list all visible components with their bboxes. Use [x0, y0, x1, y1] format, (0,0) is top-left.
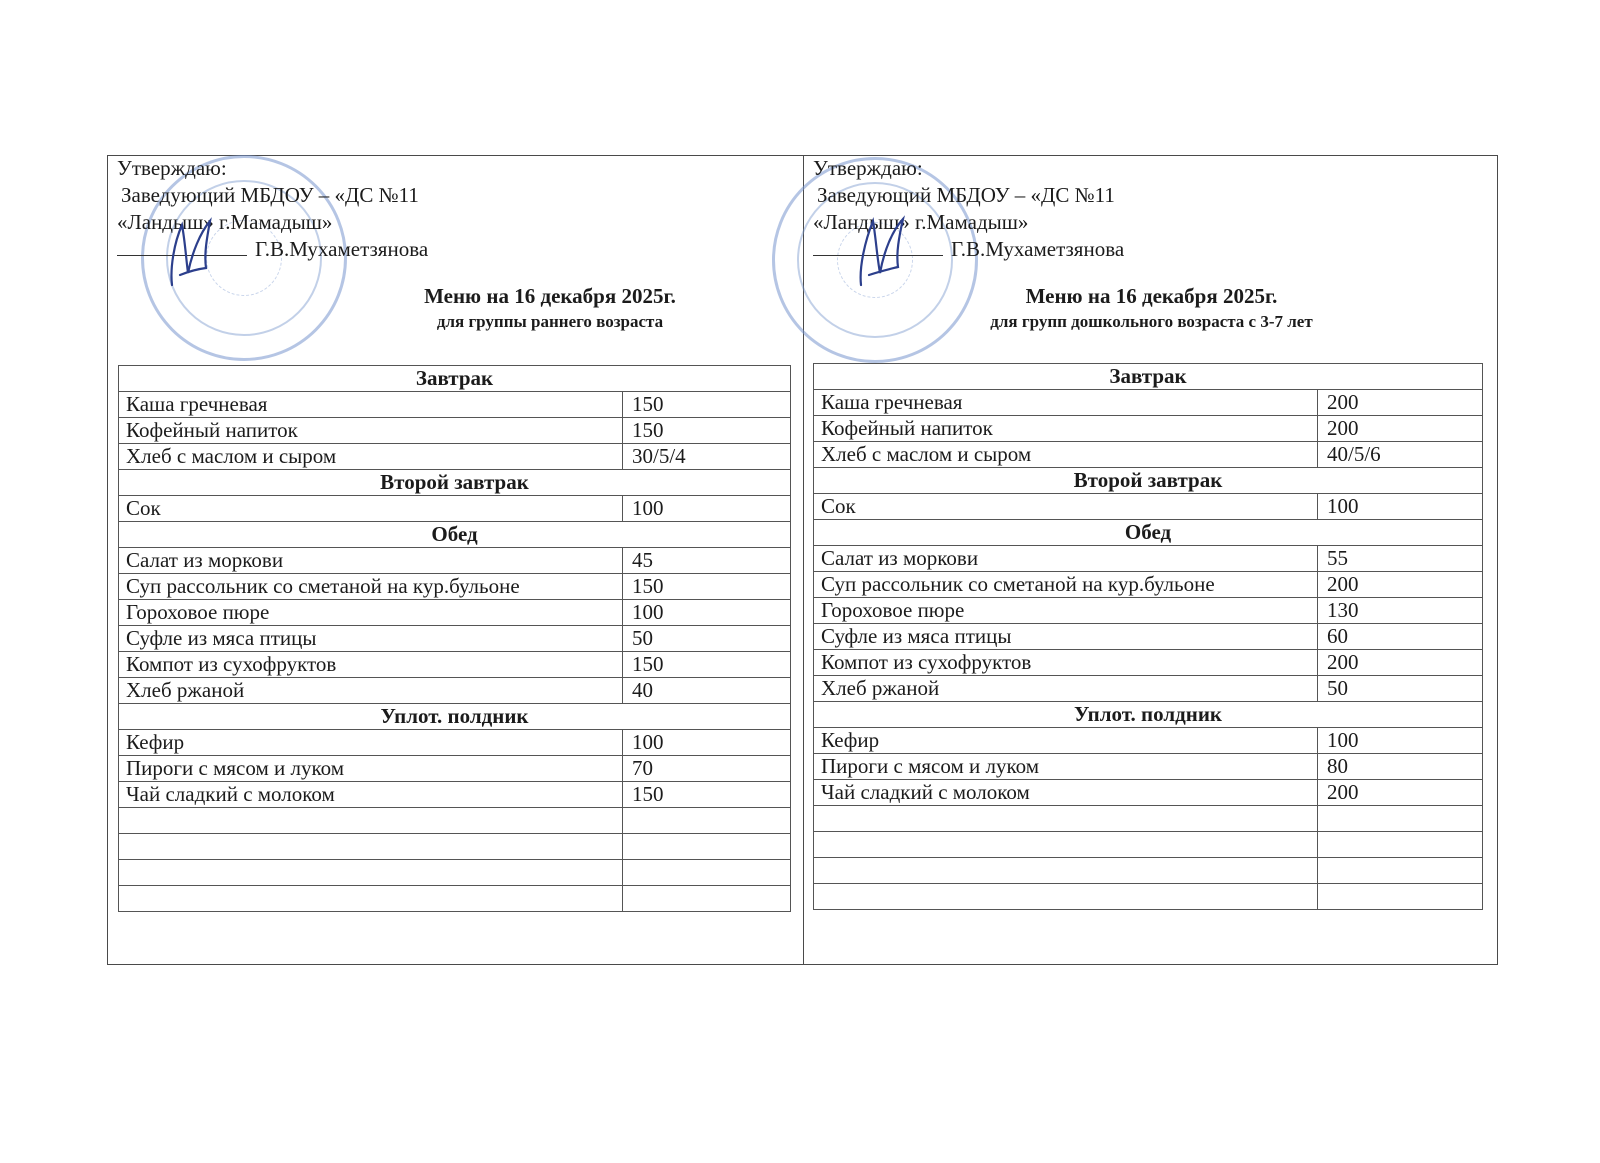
left-panel: [107, 155, 803, 965]
table-row: [119, 730, 791, 756]
table-row: [119, 418, 791, 444]
table-row: [814, 780, 1483, 806]
menu-title: Меню на 16 декабря 2025г.: [1025, 284, 1278, 308]
dish-name: Пироги с мясом и луком: [814, 754, 1318, 780]
table-row: [119, 626, 791, 652]
empty-row: [119, 886, 791, 912]
dish-quantity: 100: [623, 730, 791, 756]
dish-quantity: 50: [1318, 676, 1483, 702]
dish-quantity: 150: [623, 782, 791, 808]
dish-quantity: 150: [623, 574, 791, 600]
table-row: [119, 678, 791, 704]
right-panel: [805, 155, 1498, 965]
section-heading: Обед: [814, 520, 1483, 546]
dish-name: Чай сладкий с молоком: [119, 782, 623, 808]
dish-name: Кефир: [119, 730, 623, 756]
section-heading: Завтрак: [119, 366, 791, 392]
section-row: [814, 520, 1483, 546]
approval-line-2: Заведующий МБДОУ – «ДС №11: [121, 183, 419, 207]
dish-quantity: 60: [1318, 624, 1483, 650]
empty-cell: [814, 858, 1318, 884]
dish-quantity: 150: [623, 392, 791, 418]
dish-name: Хлеб ржаной: [119, 678, 623, 704]
empty-cell: [1318, 832, 1483, 858]
empty-cell: [814, 806, 1318, 832]
section-heading: Второй завтрак: [119, 470, 791, 496]
handwritten-signature-icon: [152, 213, 222, 293]
dish-quantity: 200: [1318, 650, 1483, 676]
section-row: [814, 702, 1483, 728]
dish-quantity: 200: [1318, 416, 1483, 442]
table-row: [119, 782, 791, 808]
dish-name: Компот из сухофруктов: [814, 650, 1318, 676]
dish-name: Кефир: [814, 728, 1318, 754]
dish-name: Хлеб с маслом и сыром: [814, 442, 1318, 468]
dish-name: Чай сладкий с молоком: [814, 780, 1318, 806]
empty-row: [119, 860, 791, 886]
dish-name: Гороховое пюре: [119, 600, 623, 626]
dish-name: Салат из моркови: [119, 548, 623, 574]
menu-table-right: [813, 363, 1483, 910]
table-row: [119, 652, 791, 678]
dish-quantity: 70: [623, 756, 791, 782]
empty-cell: [814, 832, 1318, 858]
dish-name: Каша гречневая: [119, 392, 623, 418]
table-row: [814, 442, 1483, 468]
menu-subtitle: для группы раннего возраста: [436, 312, 664, 331]
section-heading: Уплот. полдник: [119, 704, 791, 730]
dish-name: Сок: [119, 496, 623, 522]
table-row: [814, 494, 1483, 520]
table-row: [119, 496, 791, 522]
empty-cell: [814, 884, 1318, 910]
table-row: [814, 676, 1483, 702]
empty-cell: [119, 834, 623, 860]
section-row: [119, 366, 791, 392]
dish-name: Суп рассольник со сметаной на кур.бульоне: [814, 572, 1318, 598]
section-heading: Уплот. полдник: [814, 702, 1483, 728]
empty-row: [119, 834, 791, 860]
dish-name: Каша гречневая: [814, 390, 1318, 416]
section-heading: Второй завтрак: [814, 468, 1483, 494]
table-row: [814, 546, 1483, 572]
dish-name: Гороховое пюре: [814, 598, 1318, 624]
dish-name: Суп рассольник со сметаной на кур.бульоне: [119, 574, 623, 600]
section-row: [119, 522, 791, 548]
dish-name: Кофейный напиток: [814, 416, 1318, 442]
section-row: [814, 468, 1483, 494]
empty-cell: [119, 860, 623, 886]
dish-quantity: 200: [1318, 390, 1483, 416]
menu-title-left: [107, 283, 803, 335]
table-row: [814, 650, 1483, 676]
dish-quantity: 150: [623, 418, 791, 444]
table-row: [119, 600, 791, 626]
dish-quantity: 40/5/6: [1318, 442, 1483, 468]
approval-signer: Г.В.Мухаметзянова: [951, 237, 1125, 261]
table-row: [814, 390, 1483, 416]
dish-quantity: 40: [623, 678, 791, 704]
empty-cell: [623, 808, 791, 834]
section-heading: Завтрак: [814, 364, 1483, 390]
table-row: [119, 392, 791, 418]
approval-line-3: «Ландыш» г.Мамадыш»: [117, 210, 333, 234]
dish-quantity: 30/5/4: [623, 444, 791, 470]
approval-line-2: Заведующий МБДОУ – «ДС №11: [817, 183, 1115, 207]
section-row: [119, 470, 791, 496]
dish-quantity: 100: [1318, 728, 1483, 754]
approval-signer: Г.В.Мухаметзянова: [255, 237, 429, 261]
empty-row: [814, 884, 1483, 910]
menu-subtitle: для групп дошкольного возраста с 3-7 лет: [990, 312, 1313, 331]
dish-name: Хлеб ржаной: [814, 676, 1318, 702]
empty-row: [119, 808, 791, 834]
table-row: [814, 624, 1483, 650]
empty-cell: [623, 834, 791, 860]
table-row: [814, 416, 1483, 442]
table-row: [814, 598, 1483, 624]
table-row: [119, 574, 791, 600]
dish-quantity: 100: [623, 600, 791, 626]
dish-quantity: 200: [1318, 780, 1483, 806]
table-row: [119, 548, 791, 574]
empty-cell: [119, 886, 623, 912]
empty-cell: [1318, 858, 1483, 884]
empty-cell: [623, 886, 791, 912]
section-row: [814, 364, 1483, 390]
dish-quantity: 50: [623, 626, 791, 652]
dish-name: Суфле из мяса птицы: [119, 626, 623, 652]
dish-name: Сок: [814, 494, 1318, 520]
menu-title-right: [805, 283, 1498, 335]
handwritten-signature-icon: [843, 211, 913, 291]
table-row: [814, 572, 1483, 598]
dish-name: Суфле из мяса птицы: [814, 624, 1318, 650]
dish-quantity: 55: [1318, 546, 1483, 572]
dish-name: Салат из моркови: [814, 546, 1318, 572]
approval-line-1: Утверждаю:: [813, 156, 923, 180]
empty-cell: [1318, 884, 1483, 910]
dish-name: Хлеб с маслом и сыром: [119, 444, 623, 470]
dish-name: Компот из сухофруктов: [119, 652, 623, 678]
dish-name: Пироги с мясом и луком: [119, 756, 623, 782]
table-row: [814, 754, 1483, 780]
dish-quantity: 80: [1318, 754, 1483, 780]
table-row: [119, 756, 791, 782]
empty-cell: [623, 860, 791, 886]
dish-quantity: 45: [623, 548, 791, 574]
empty-cell: [1318, 806, 1483, 832]
approval-line-1: Утверждаю:: [117, 156, 227, 180]
section-heading: Обед: [119, 522, 791, 548]
dish-name: Кофейный напиток: [119, 418, 623, 444]
menu-table-left: [118, 365, 791, 912]
dish-quantity: 200: [1318, 572, 1483, 598]
empty-row: [814, 806, 1483, 832]
dish-quantity: 130: [1318, 598, 1483, 624]
dish-quantity: 100: [623, 496, 791, 522]
dish-quantity: 150: [623, 652, 791, 678]
empty-row: [814, 832, 1483, 858]
menu-title: Меню на 16 декабря 2025г.: [424, 284, 676, 308]
section-row: [119, 704, 791, 730]
approval-line-3: «Ландыш» г.Мамадыш»: [813, 210, 1029, 234]
table-row: [814, 728, 1483, 754]
table-row: [119, 444, 791, 470]
dish-quantity: 100: [1318, 494, 1483, 520]
empty-row: [814, 858, 1483, 884]
empty-cell: [119, 808, 623, 834]
